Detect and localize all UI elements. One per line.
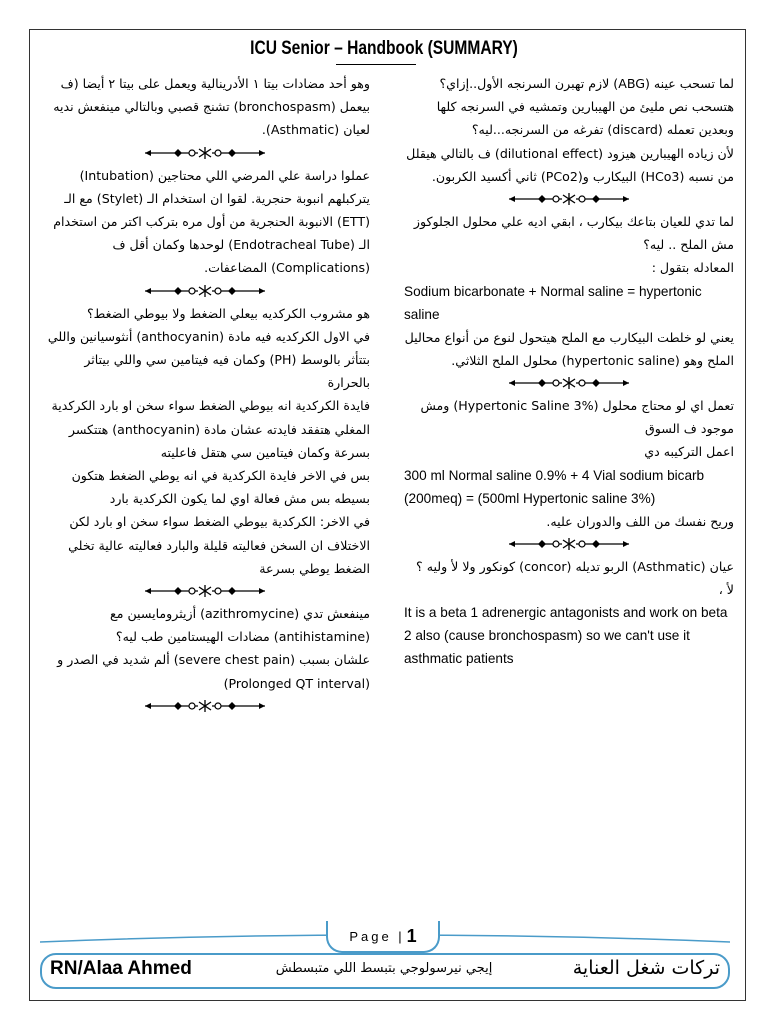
author-name: RN/Alaa Ahmed (50, 958, 192, 979)
section-divider (404, 533, 734, 555)
arabic-paragraph: لما تسحب عينه (ABG) لازم تهبرن السرنجه الأول..إزاي؟ (439, 76, 734, 91)
arabic-paragraph: المعادله بتقول : (651, 260, 734, 276)
page-label: Page | (349, 928, 405, 944)
divider-ornament-icon (504, 192, 634, 206)
arabic-paragraph: وريح نفسك من اللف والدوران عليه. (546, 513, 734, 529)
footer-tagline: إيجي نيرسولوجي بتبسط اللي متبسطش (275, 961, 493, 976)
brand-name: تركات شغل العناية (572, 957, 720, 979)
arabic-paragraph: عيان (Asthmatic) الربو تديله (concor) كونكور ولا لأ وليه ؟ (416, 558, 734, 574)
arabic-paragraph: وهو أحد مضادات بيتا ١ الأدرينالية ويعمل على بيتا ٢ أيضا (ف بيعمل (bronchospasm) تشنج قصبي وبالتالي مينفعش نديه لعيان (Asthmatic). (53, 76, 370, 138)
arabic-paragraph: هتسحب نص مليئ من الهيبارين وتمشيه في السرنجه كلها وبعدين تعمله (discard) تفرغه من السرنجه...ليه؟ (436, 99, 734, 138)
page-number-tab (326, 921, 440, 953)
section-divider (404, 188, 734, 210)
section-divider (40, 695, 370, 717)
arabic-paragraph: فايدة الكركدية انه بيوطي الضغط سواء سخن او بارد الكركدية المغلي هتفقد فايدته عشان مادة (anthocyanin) هتتكسر بسرعة وكمان فيتامين سي هتقل فاعليته (51, 398, 370, 460)
divider-ornament-icon (140, 284, 270, 298)
title-underline (336, 64, 416, 65)
arabic-paragraph: في الاول الكركديه فيه مادة (anthocyanin) أنثوسيانين واللي بتتأثر بالوسط (PH) وكمان فيه فيتامين سي واللي بيتاثر بالحرارة (47, 328, 370, 391)
arabic-paragraph: بس في الاخر فايدة الكركدية في انه يوطي الضغط هتكون بسيطه بس مش فعالة اوي لما يكون الكركدية بارد (71, 468, 370, 507)
divider-ornament-icon (140, 584, 270, 598)
arabic-paragraph: تعمل اي لو محتاج محلول (Hypertonic Saline 3%) ومش موجود ف السوق (420, 398, 734, 437)
arabic-paragraph: في الاخر: الكركدية بيوطي الضغط سواء سخن او بارد لكن الاختلاف ان السخن فعاليته قليلة والبارد فعاليته عالية تخلي الضغط يوطي بسرعة (68, 514, 370, 576)
left-column (40, 72, 370, 717)
arabic-paragraph: هو مشروب الكركديه بيعلي الضغط ولا بيوطي الضغط؟ (86, 305, 370, 321)
section-divider (40, 580, 370, 602)
right-column (404, 72, 734, 670)
arabic-paragraph: لأن زياده الهيبارين هيزود (dilutional effect) ف بالتالي هيقلل من نسبه (HCo3) البيكارب و(PCo2) ثاني أكسيد الكربون. (406, 145, 734, 184)
arabic-paragraph: لأ ، (718, 582, 734, 598)
divider-ornament-icon (504, 376, 634, 390)
section-divider (40, 142, 370, 164)
arabic-paragraph: عملوا دراسة علي المرضي اللي محتاجين (Intubation) يتركبلهم انبوبة حنجرية. لقوا ان استخدام الـ (Stylet) مع الـ (ETT) الانبوبة الحنجرية من أول مره بتركب اكتر من استخدام الـ (Endotracheal Tube) لوحدها وكمان أقل ف (Complications) المضاعفات. (53, 167, 370, 276)
arabic-paragraph: لما تدي للعيان بتاعك بيكارب ، ابقي اديه علي محلول الجلوكوز مش الملح .. ليه؟ (413, 214, 734, 253)
divider-ornament-icon (504, 537, 634, 551)
english-paragraph: 300 ml Normal saline 0.9% + 4 Vial sodium bicarb (200meq) = (500ml Hypertonic saline 3%) (404, 467, 705, 506)
divider-ornament-icon (140, 146, 270, 160)
arabic-paragraph: علشان بسبب (severe chest pain) ألم شديد في الصدر و (Prolonged QT interval) (57, 652, 370, 691)
section-divider (40, 280, 370, 302)
section-divider (404, 372, 734, 394)
english-paragraph: It is a beta 1 adrenergic antagonists and work on beta 2 also (cause bronchospasm) so we can't use it asthmatic patients (404, 605, 728, 667)
arabic-paragraph: اعمل التركيبه دي (644, 444, 734, 460)
english-paragraph: Sodium bicarbonate + Normal saline = hypertonic saline (404, 283, 702, 322)
page-number: 1 (406, 925, 417, 946)
divider-ornament-icon (140, 699, 270, 713)
arabic-paragraph: يعني لو خلطت البيكارب مع الملح هيتحول لنوع من أنواع محاليل الملح وهو (hypertonic saline) محلول الملح الثلاثي. (404, 329, 734, 368)
arabic-paragraph: مينفعش تدي (azithromycine) أزيثرومايسين مع (antihistamine) مضادات الهيستامين طب ليه؟ (110, 606, 370, 645)
page-title: ICU Senior – Handbook (SUMMARY) (250, 38, 518, 59)
